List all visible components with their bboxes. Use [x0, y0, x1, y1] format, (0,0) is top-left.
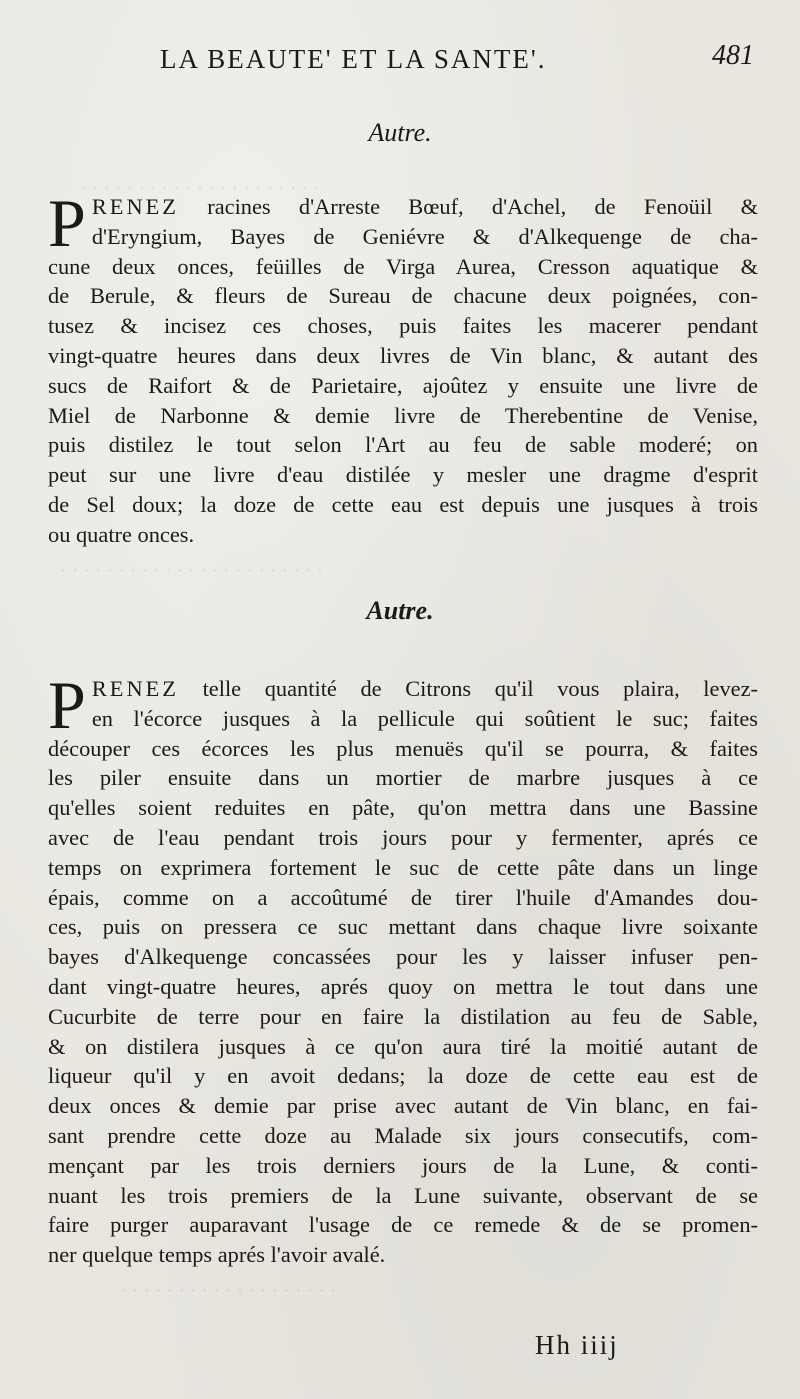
recipe-heading: Autre. [368, 118, 432, 147]
opening-word: RENEZ [91, 676, 179, 701]
text-line: liqueur qu'il y en avoit dedans; la doze de cette eau est de [48, 1063, 758, 1089]
text-line: sant prendre cette doze au Malade six jours consecutifs, com- [48, 1122, 758, 1148]
recipe-heading: Autre. [366, 596, 434, 625]
text-line: ces, puis on pressera ce suc mettant dans chaque livre soixante [48, 914, 758, 940]
text-line: d'Eryngium, Bayes de Geniévre & d'Alkequenge de cha- [91, 223, 758, 249]
text-line: dant vingt-quatre heures, aprés quoy on mettra le tout dans une [48, 973, 758, 999]
text-line: & on distilera jusques à ce qu'on aura tiré la moitié autant de [48, 1033, 758, 1059]
running-title: LA BEAUTE' ET LA SANTE'. [160, 44, 547, 74]
text-line: sucs de Raifort & de Parietaire, ajoûtez y ensuite une livre de [48, 372, 758, 398]
text-line: épais, comme on a accoûtumé de tirer l'huile d'Amandes dou- [48, 884, 758, 910]
text-line: mençant par les trois derniers jours de la Lune, & conti- [48, 1152, 758, 1178]
text-line: tusez & incisez ces choses, puis faites les macerer pendant [48, 313, 758, 339]
text-line: puis distilez le tout selon l'Art au feu de sable moderé; on [48, 432, 758, 458]
text-line: deux onces & demie par prise avec autant de Vin blanc, en fai- [48, 1093, 758, 1119]
bleed-through-text: · · · · · · · · · · · · · · · · · · · [120, 1280, 337, 1302]
text-line: avec de l'eau pendant trois jours pour y fermenter, aprés ce [48, 824, 758, 850]
text-line: les piler ensuite dans un mortier de marbre jusques à ce [48, 765, 758, 791]
text-line: en l'écorce jusques à la pellicule qui soûtient le suc; faites [91, 705, 758, 731]
text-line: bayes d'Alkequenge concassées pour les y laisser infuser pen- [48, 944, 758, 970]
text-line: cune deux onces, feüilles de Virga Aurea, Cresson aquatique & [48, 253, 758, 279]
text-line: faire purger auparavant l'usage de ce remede & de se promen- [48, 1212, 758, 1238]
text-line: Miel de Narbonne & demie livre de Therebentine de Venise, [48, 402, 758, 428]
text-line: RENEZ telle quantité de Citrons qu'il vous plaira, levez- [91, 676, 758, 701]
drop-cap: P [48, 667, 86, 743]
text-line: temps on exprimera fortement le suc de cette pâte dans un linge [48, 854, 758, 880]
text-line: de Sel doux; la doze de cette eau est depuis une jusques à trois [48, 491, 758, 517]
drop-cap: P [48, 185, 86, 261]
text-line: nuant les trois premiers de la Lune suivante, observant de se [48, 1182, 758, 1208]
text-line: vingt-quatre heures dans deux livres de Vin blanc, & autant des [48, 342, 758, 368]
bleed-through-text: · · · · · · · · · · · · · · · · · · · · · [80, 178, 320, 200]
text-line: ner quelque temps aprés l'avoir avalé. [48, 1242, 386, 1268]
text-line: qu'elles soient reduites en pâte, qu'on mettra dans une Bassine [48, 795, 758, 821]
signature-mark: Hh iiij [535, 1330, 619, 1360]
text-line: ou quatre onces. [48, 521, 195, 547]
opening-word: RENEZ [91, 194, 179, 219]
recipe-paragraph [48, 185, 758, 550]
text-line: découper ces écorces les plus menuës qu'il se pourra, & faites [48, 735, 758, 761]
text-line: Cucurbite de terre pour en faire la distilation au feu de Sable, [48, 1003, 758, 1029]
recipe-paragraph [48, 667, 758, 1270]
text-line: RENEZ racines d'Arreste Bœuf, d'Achel, de Fenoüil & [91, 194, 758, 219]
text-line: peut sur une livre d'eau distilée y mesler une dragme d'esprit [48, 462, 758, 488]
page-number: 481 [712, 40, 754, 71]
bleed-through-text: · · · · · · · · · · · · · · · · · · · · · · · [60, 560, 324, 582]
text-line: de Berule, & fleurs de Sureau de chacune deux poignées, con- [48, 283, 758, 309]
